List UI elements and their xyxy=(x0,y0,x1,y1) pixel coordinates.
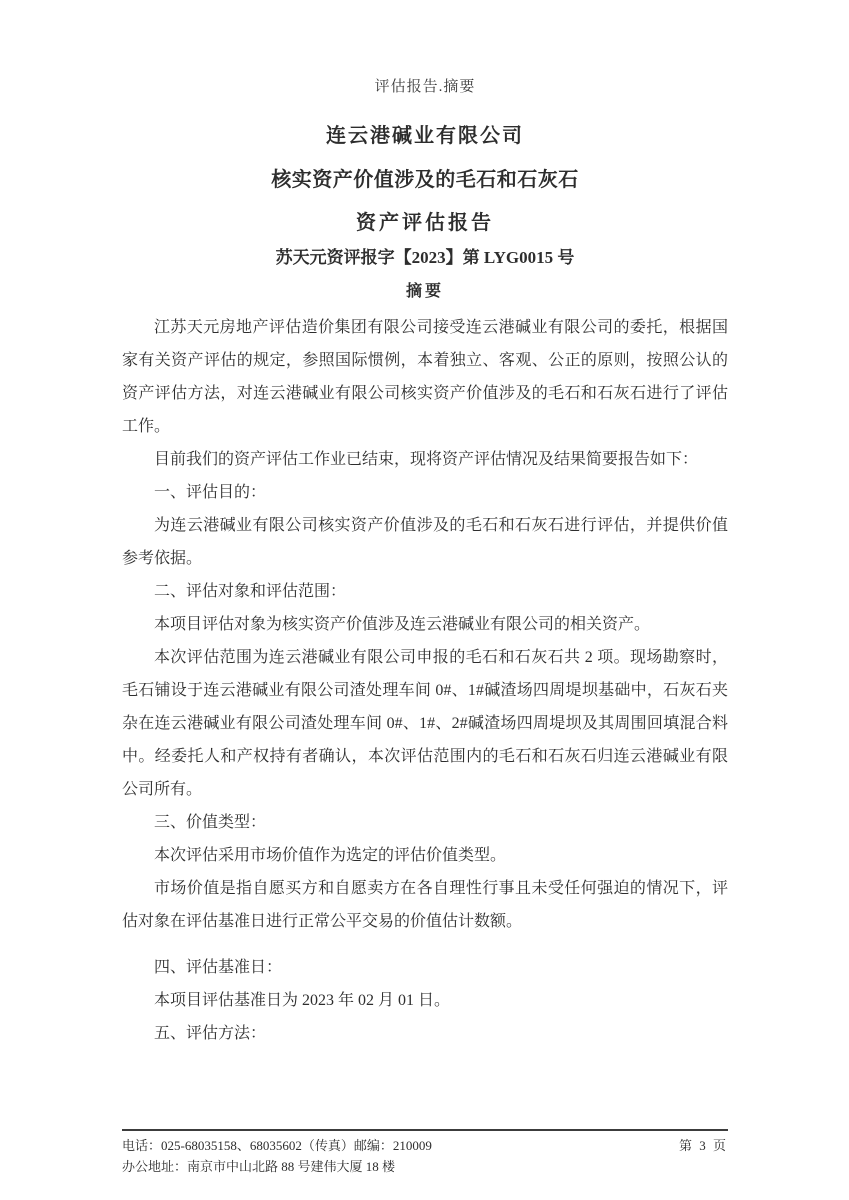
footer-contact-block xyxy=(122,1135,432,1177)
body-paragraph: 本项目评估对象为核实资产价值涉及连云港碱业有限公司的相关资产。 xyxy=(154,616,651,633)
report-title-type: 资产评估报告 xyxy=(356,212,494,234)
body-paragraph: 本次评估采用市场价值作为选定的评估价值类型。 xyxy=(154,847,507,864)
section-heading: 五、评估方法： xyxy=(154,1025,267,1042)
footer-page-number: 第 3 页 xyxy=(678,1138,728,1153)
body-paragraph: 市场价值是指自愿买方和自愿卖方在各自理性行事且未受任何强迫的情况下，评估对象在评估基准日进行正常公平交易的价值估计数额。 xyxy=(122,880,728,930)
abstract-heading: 摘要 xyxy=(405,283,444,300)
report-doc-number: 苏天元资评报字【2023】第 LYG0015 号 xyxy=(275,248,575,267)
section-heading: 三、价值类型： xyxy=(154,814,267,831)
body-paragraph: 本次评估范围为连云港碱业有限公司申报的毛石和石灰石共 2 项。现场勘察时，毛石铺设于连云港碱业有限公司渣处理车间 0#、1#碱渣场四周堤坝基础中，石灰石夹杂在连云港碱业有限公司渣处理车间 0#、1#、2#碱渣场四周堤坝及其周围回填混合料中。经委托人和产权持有者确认，本次评估范围内的毛石和石灰石归连云港碱业有限公司所有。 xyxy=(122,649,728,798)
body-paragraph: 江苏天元房地产评估造价集团有限公司接受连云港碱业有限公司的委托，根据国家有关资产评估的规定，参照国际惯例，本着独立、客观、公正的原则，按照公认的资产评估方法，对连云港碱业有限公司核实资产价值涉及的毛石和石灰石进行了评估工作。 xyxy=(122,319,728,435)
footer-phone-line: 电话：025-68035158、68035602（传真）邮编：210009 xyxy=(122,1138,432,1153)
report-title-company: 连云港碱业有限公司 xyxy=(326,125,524,147)
page-footer xyxy=(122,1129,728,1177)
section-heading: 四、评估基准日： xyxy=(154,959,283,976)
body-paragraph: 本项目评估基准日为 2023 年 02 月 01 日。 xyxy=(154,992,451,1009)
section-heading: 一、评估目的： xyxy=(154,484,267,501)
report-title-subject: 核实资产价值涉及的毛石和石灰石 xyxy=(271,169,579,191)
page-content xyxy=(122,76,728,1050)
body-paragraph: 目前我们的资产评估工作业已结束，现将资产评估情况及结果简要报告如下： xyxy=(154,451,699,468)
section-heading: 二、评估对象和评估范围： xyxy=(154,583,347,600)
report-body xyxy=(122,311,728,1050)
body-paragraph: 为连云港碱业有限公司核实资产价值涉及的毛石和石灰石进行评估，并提供价值参考依据。 xyxy=(122,517,728,567)
page-header-label: 评估报告.摘要 xyxy=(374,79,476,95)
footer-address-line: 办公地址：南京市中山北路 88 号建伟大厦 18 楼 xyxy=(122,1159,396,1174)
